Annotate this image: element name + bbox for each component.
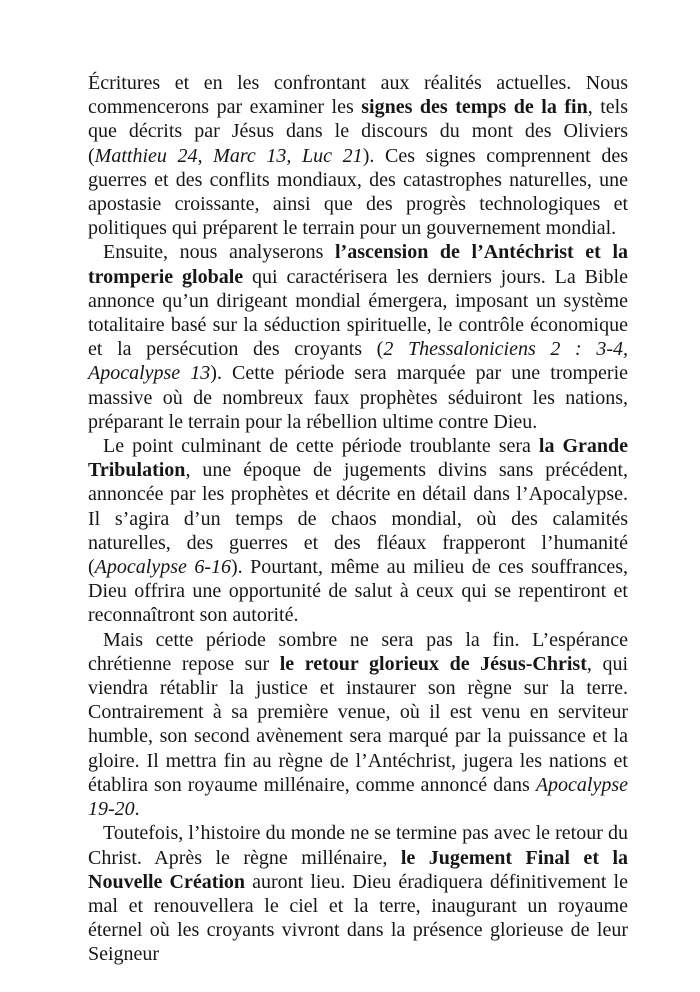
text-run-italic: Apocalypse 6-16 [94, 556, 232, 579]
text-run-normal: Ensuite, nous analyserons [103, 241, 335, 264]
text-run-normal: ). Ces signes comprennent des guerres et des conflits mondiaux, des catastrophes naturelles, une apostasie croissante, ainsi que des progrès technologiques et politiques qui préparent le terrain pour un gouvernement mondial. [88, 144, 628, 240]
paragraph-jugement-final [88, 821, 628, 966]
paragraph-grande-tribulation [88, 434, 628, 628]
text-run-italic: Apocalypse 19-20 [88, 773, 628, 821]
text-run-italic: 2 Thessaloniciens 2 : 3-4, Apocalypse 13 [88, 338, 628, 385]
text-run-bold: signes des temps de la fin [361, 96, 588, 119]
paragraph-retour-glorieux [88, 628, 628, 822]
text-run-normal: Écritures et en les confrontant aux réalités actuelles. Nous commencerons par examiner les [88, 72, 628, 119]
text-run-normal: Le point culminant de cette période troublante sera [103, 435, 539, 458]
text-run-bold: l’ascension de l’Antéchrist et la tromperie globale [88, 241, 628, 288]
text-run-bold: la Grande Tribulation [88, 435, 628, 482]
text-run-normal: , tels que décrits par Jésus dans le discours du mont des Oliviers ( [88, 96, 628, 167]
text-run-normal: qui caractérisera les derniers jours. La Bible annonce qu’un dirigeant mondial émergera, imposant un système totalitaire basé sur la séduction spirituelle, le contrôle économique et la persécution des croyants ( [88, 265, 628, 361]
text-run-bold: le retour glorieux de Jésus-Christ [279, 652, 587, 675]
text-column [88, 71, 628, 967]
text-run-normal: auront lieu. Dieu éradiquera définitivement le mal et renouvellera le ciel et la terre, inaugurant un royaume éternel où les croyants vivront dans la présence glorieuse de leur Seigneur [88, 870, 628, 966]
paragraph-antechrist [88, 240, 628, 434]
text-run-normal: ). Cette période sera marquée par une tromperie massive où de nombreux faux prophètes séduiront les nations, préparant le terrain pour la rébellion ultime contre Dieu. [88, 362, 629, 433]
text-run-normal: Mais cette période sombre ne sera pas la fin. L’espérance chrétienne repose sur [88, 628, 628, 675]
text-run-normal: . [134, 798, 140, 821]
text-run-normal: Toutefois, l’histoire du monde ne se termine pas avec le retour du Christ. Après le règne millénaire, [88, 822, 628, 869]
text-run-normal: , qui viendra rétablir la justice et instaurer son règne sur la terre. Contrairement à sa première venue, où il est venu en serviteur humble, son second avènement sera marqué par la puissance et la gloire. Il mettra fin au règne de l’Antéchrist, jugera les nations et établira son royaume millénaire, comme annoncé dans [88, 652, 629, 796]
paragraph-signes-des-temps [88, 71, 628, 240]
text-run-normal: , une époque de jugements divins sans précédent, annoncée par les prophètes et décrite en détail dans l’Apocalypse. Il s’agira d’un temps de chaos mondial, où des calamités naturelles, des guerres et des fléaux frapperont l’humanité ( [88, 459, 628, 579]
text-run-italic: Matthieu 24, Marc 13, Luc 21 [94, 144, 363, 167]
text-run-normal: ). Pourtant, même au milieu de ces souffrances, Dieu offrira une opportunité de salut à ceux qui se repentiront et reconnaîtront son autorité. [88, 556, 628, 627]
text-run-bold: le Jugement Final et la Nouvelle Création [88, 846, 628, 893]
